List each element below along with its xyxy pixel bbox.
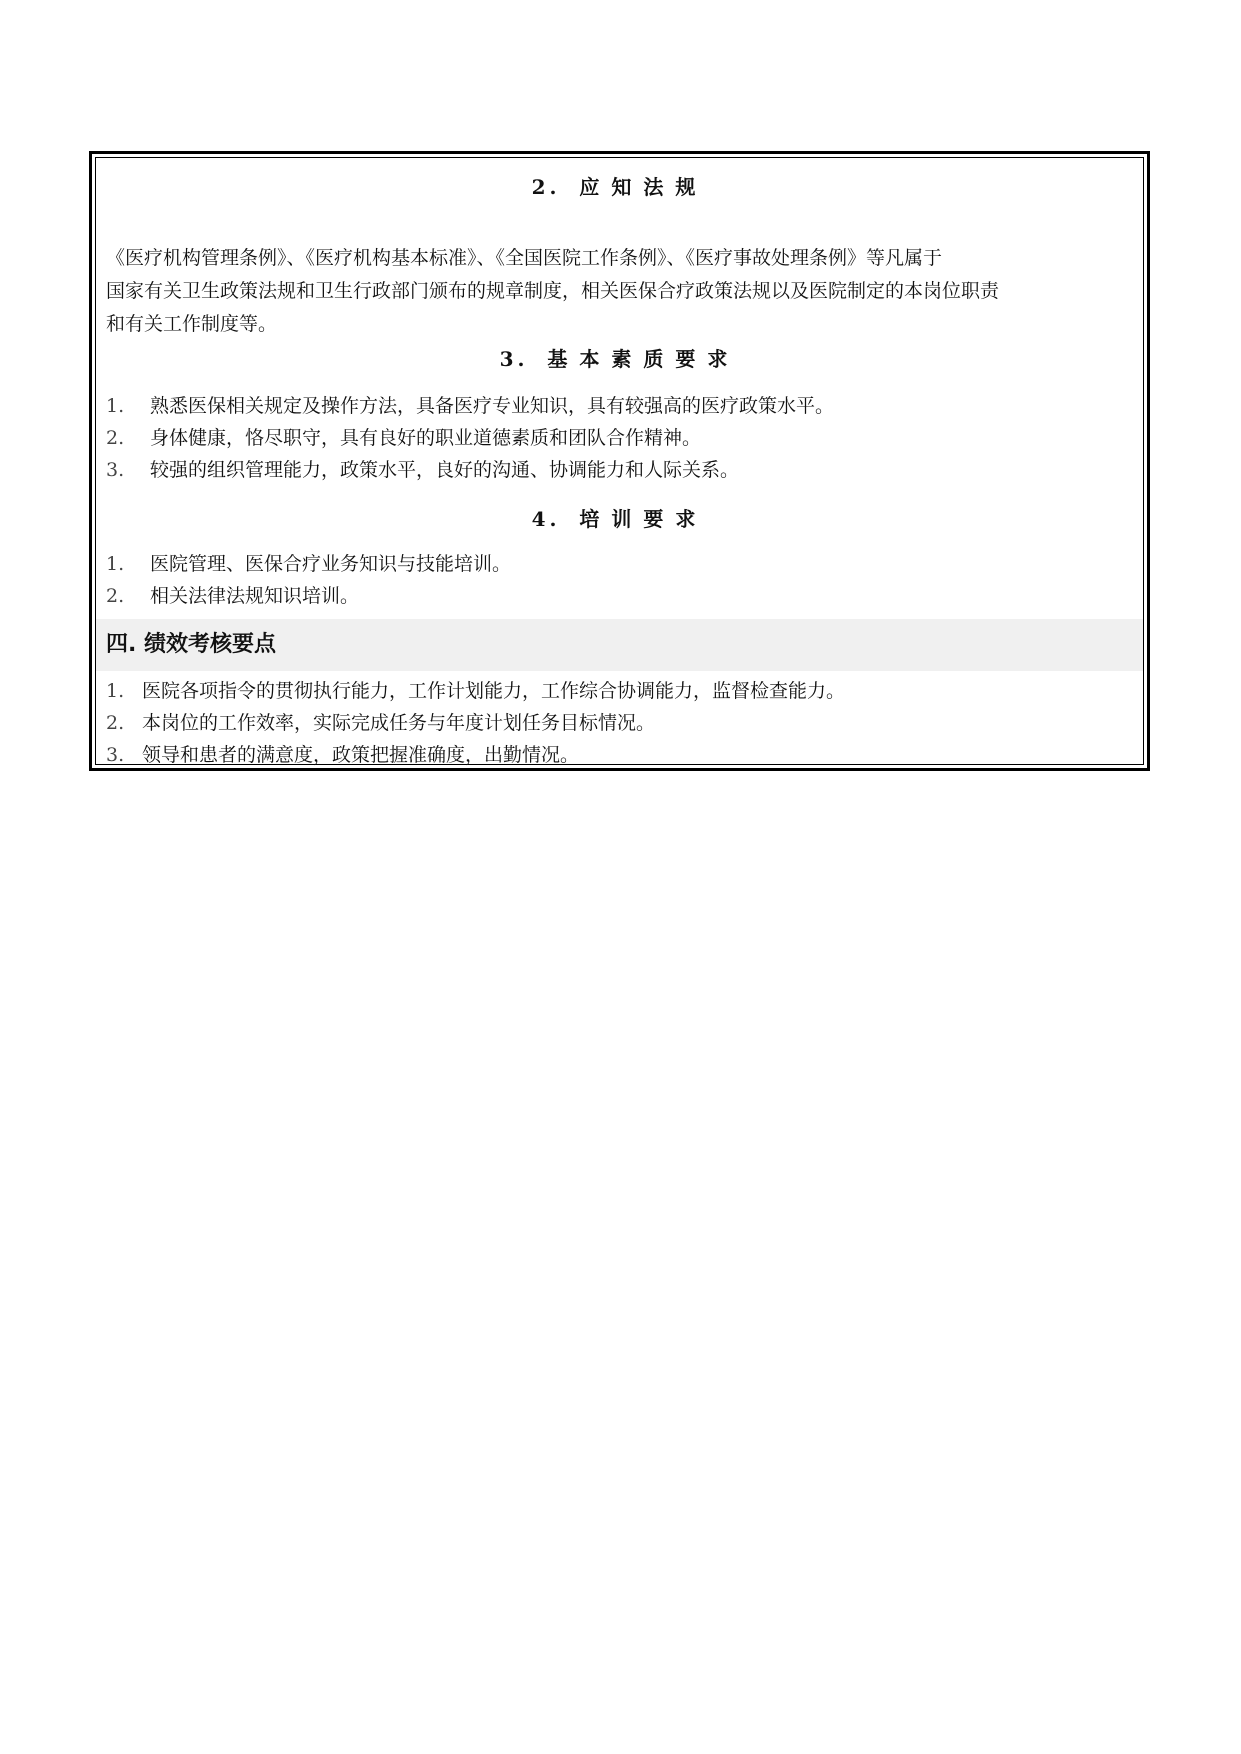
laws-paragraph-line: 国家有关卫生政策法规和卫生行政部门颁布的规章制度，相关医保合疗政策法规以及医院制定的本岗位职责 bbox=[106, 280, 1000, 302]
list-item-text: 相关法律法规知识培训。 bbox=[150, 585, 360, 607]
performance-list-item bbox=[106, 739, 1133, 771]
list-item-text: 熟悉医保相关规定及操作方法，具备医疗专业知识，具有较强高的医疗政策水平。 bbox=[150, 395, 835, 417]
performance-list-item bbox=[106, 675, 1133, 707]
quality-list-item bbox=[106, 454, 1133, 486]
laws-paragraph bbox=[106, 242, 1133, 341]
training-heading-text: 培训要求 bbox=[579, 507, 708, 531]
quality-heading bbox=[96, 346, 1143, 372]
laws-heading-text: 应知法规 bbox=[579, 175, 708, 199]
list-item-number: 1. bbox=[106, 395, 125, 417]
performance-section-header bbox=[96, 619, 1143, 671]
training-heading bbox=[96, 506, 1143, 532]
quality-heading-number: 3. bbox=[499, 347, 529, 371]
quality-list-item bbox=[106, 390, 1133, 422]
quality-list-item bbox=[106, 422, 1133, 454]
laws-paragraph-line: 和有关工作制度等。 bbox=[106, 313, 278, 335]
list-item-number: 2. bbox=[106, 712, 125, 734]
laws-heading-number: 2. bbox=[531, 175, 561, 199]
list-item-number: 2. bbox=[106, 585, 125, 607]
list-item-number: 2. bbox=[106, 427, 125, 449]
training-list-item bbox=[106, 580, 1133, 612]
training-heading-number: 4. bbox=[531, 507, 561, 531]
list-item-number: 3. bbox=[106, 744, 125, 766]
laws-heading bbox=[96, 174, 1143, 200]
performance-list-item bbox=[106, 707, 1133, 739]
quality-heading-text: 基本素质要求 bbox=[547, 347, 740, 371]
training-list-item bbox=[106, 548, 1133, 580]
list-item-text: 医院各项指令的贯彻执行能力，工作计划能力，工作综合协调能力，监督检查能力。 bbox=[142, 680, 846, 702]
list-item-number: 1. bbox=[106, 680, 125, 702]
performance-section-title: 四. 绩效考核要点 bbox=[106, 632, 277, 657]
laws-paragraph-line: 《医疗机构管理条例》、《医疗机构基本标准》、《全国医院工作条例》、《医疗事故处理条例》等凡属于 bbox=[106, 247, 943, 269]
document-table-inner bbox=[95, 157, 1144, 765]
list-item-text: 医院管理、医保合疗业务知识与技能培训。 bbox=[150, 553, 512, 575]
list-item-text: 本岗位的工作效率，实际完成任务与年度计划任务目标情况。 bbox=[142, 712, 656, 734]
list-item-text: 身体健康，恪尽职守，具有良好的职业道德素质和团队合作精神。 bbox=[150, 427, 702, 449]
list-item-text: 较强的组织管理能力，政策水平，良好的沟通、协调能力和人际关系。 bbox=[150, 459, 740, 481]
list-item-number: 3. bbox=[106, 459, 125, 481]
list-item-number: 1. bbox=[106, 553, 125, 575]
document-table-frame bbox=[89, 151, 1150, 771]
list-item-text: 领导和患者的满意度，政策把握准确度，出勤情况。 bbox=[142, 744, 580, 766]
